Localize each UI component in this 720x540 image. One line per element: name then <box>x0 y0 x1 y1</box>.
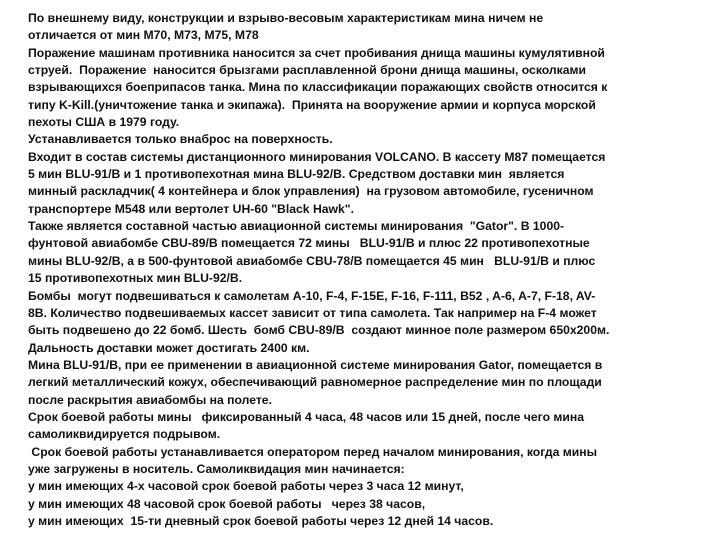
text-line: 8B. Количество подвешиваемых кассет зависит от типа самолета. Так например на F-4 может <box>28 305 597 320</box>
text-line: Бомбы могут подвешиваться к самолетам А-10, F-4, F-15E, F-16, F-111, B52 , A-6, A-7, F-18, AV- <box>28 288 596 303</box>
text-line: По внешнему виду, конструкции и взрыво-весовым характеристикам мина ничем не <box>28 11 544 25</box>
text-line: Поражение машинам противника наносится за счет пробивания днища машины кумулятивной <box>28 45 605 60</box>
text-line: минный раскладчик( 4 контейнера и блок управления) на грузовом автомобиле, гусеничном <box>28 184 594 199</box>
text-line: пехоты США в 1979 году. <box>28 115 180 130</box>
text-line: легкий металлический кожух, обеспечивающий равномерное распределение мин по площади <box>28 375 602 390</box>
text-line: Срок боевой работы устанавливается оператором перед началом минирования, когда мины <box>28 444 598 459</box>
text-line: уже загружены в носитель. Самоликвидация мин начинается: <box>28 461 405 476</box>
document-body <box>28 10 708 530</box>
text-line: отличается от мин М70, М73, М75, М78 <box>28 28 259 43</box>
text-line: Также является составной частью авиационной системы минирования "Gator". В 1000- <box>28 219 565 234</box>
text-line: Срок боевой работы мины фиксированный 4 часа, 48 часов или 15 дней, после чего мина <box>28 409 585 424</box>
text-line: взрывающихся боеприпасов танка. Мина по классификации поражающих свойств относится к <box>28 80 608 95</box>
text-line: у мин имеющих 15-ти дневный срок боевой работы через 12 дней 14 часов. <box>28 513 494 528</box>
text-line: фунтовой авиабомбе CBU-89/B помещается 72 мины BLU-91/B и плюс 22 противопехотные <box>28 236 590 251</box>
text-line: типу K-Kill.(уничтожение танка и экипажа). Принята на вооружение армии и корпуса морской <box>28 97 596 112</box>
text-line: Дальность доставки может достигать 2400 км. <box>28 340 310 355</box>
text-line: 15 противопехотных мин BLU-92/B. <box>28 271 243 286</box>
text-line: быть подвешено до 22 бомб. Шесть бомб CBU-89/B создают минное поле размером 650х200м. <box>28 323 610 338</box>
text-line: Устанавливается только внаброс на поверхность. <box>28 132 333 147</box>
text-line: у мин имеющих 4-х часовой срок боевой работы через 3 часа 12 минут, <box>28 479 464 494</box>
text-line: транспортере М548 или вертолет UH-60 "Black Hawk". <box>28 201 354 216</box>
text-line: у мин имеющих 48 часовой срок боевой работы через 38 часов, <box>28 496 426 511</box>
text-line: 5 мин BLU-91/B и 1 противопехотная мина BLU-92/B. Средством доставки мин является <box>28 167 565 182</box>
text-line: после раскрытия авиабомбы на полете. <box>28 392 272 407</box>
text-line: Мина BLU-91/B, при ее применении в авиационной системе минирования Gator, помещается в <box>28 357 603 372</box>
text-line: струей. Поражение наносится брызгами расплавленной брони днища машины, осколками <box>28 63 587 78</box>
text-line: Входит в состав системы дистанционного минирования VOLCANO. В кассету М87 помещается <box>28 149 606 164</box>
text-line: самоликвидируется подрывом. <box>28 427 221 442</box>
text-line: мины BLU-92/B, а в 500-фунтовой авиабомбе CBU-78/B помещается 45 мин BLU-91/B и плюс <box>28 253 596 268</box>
